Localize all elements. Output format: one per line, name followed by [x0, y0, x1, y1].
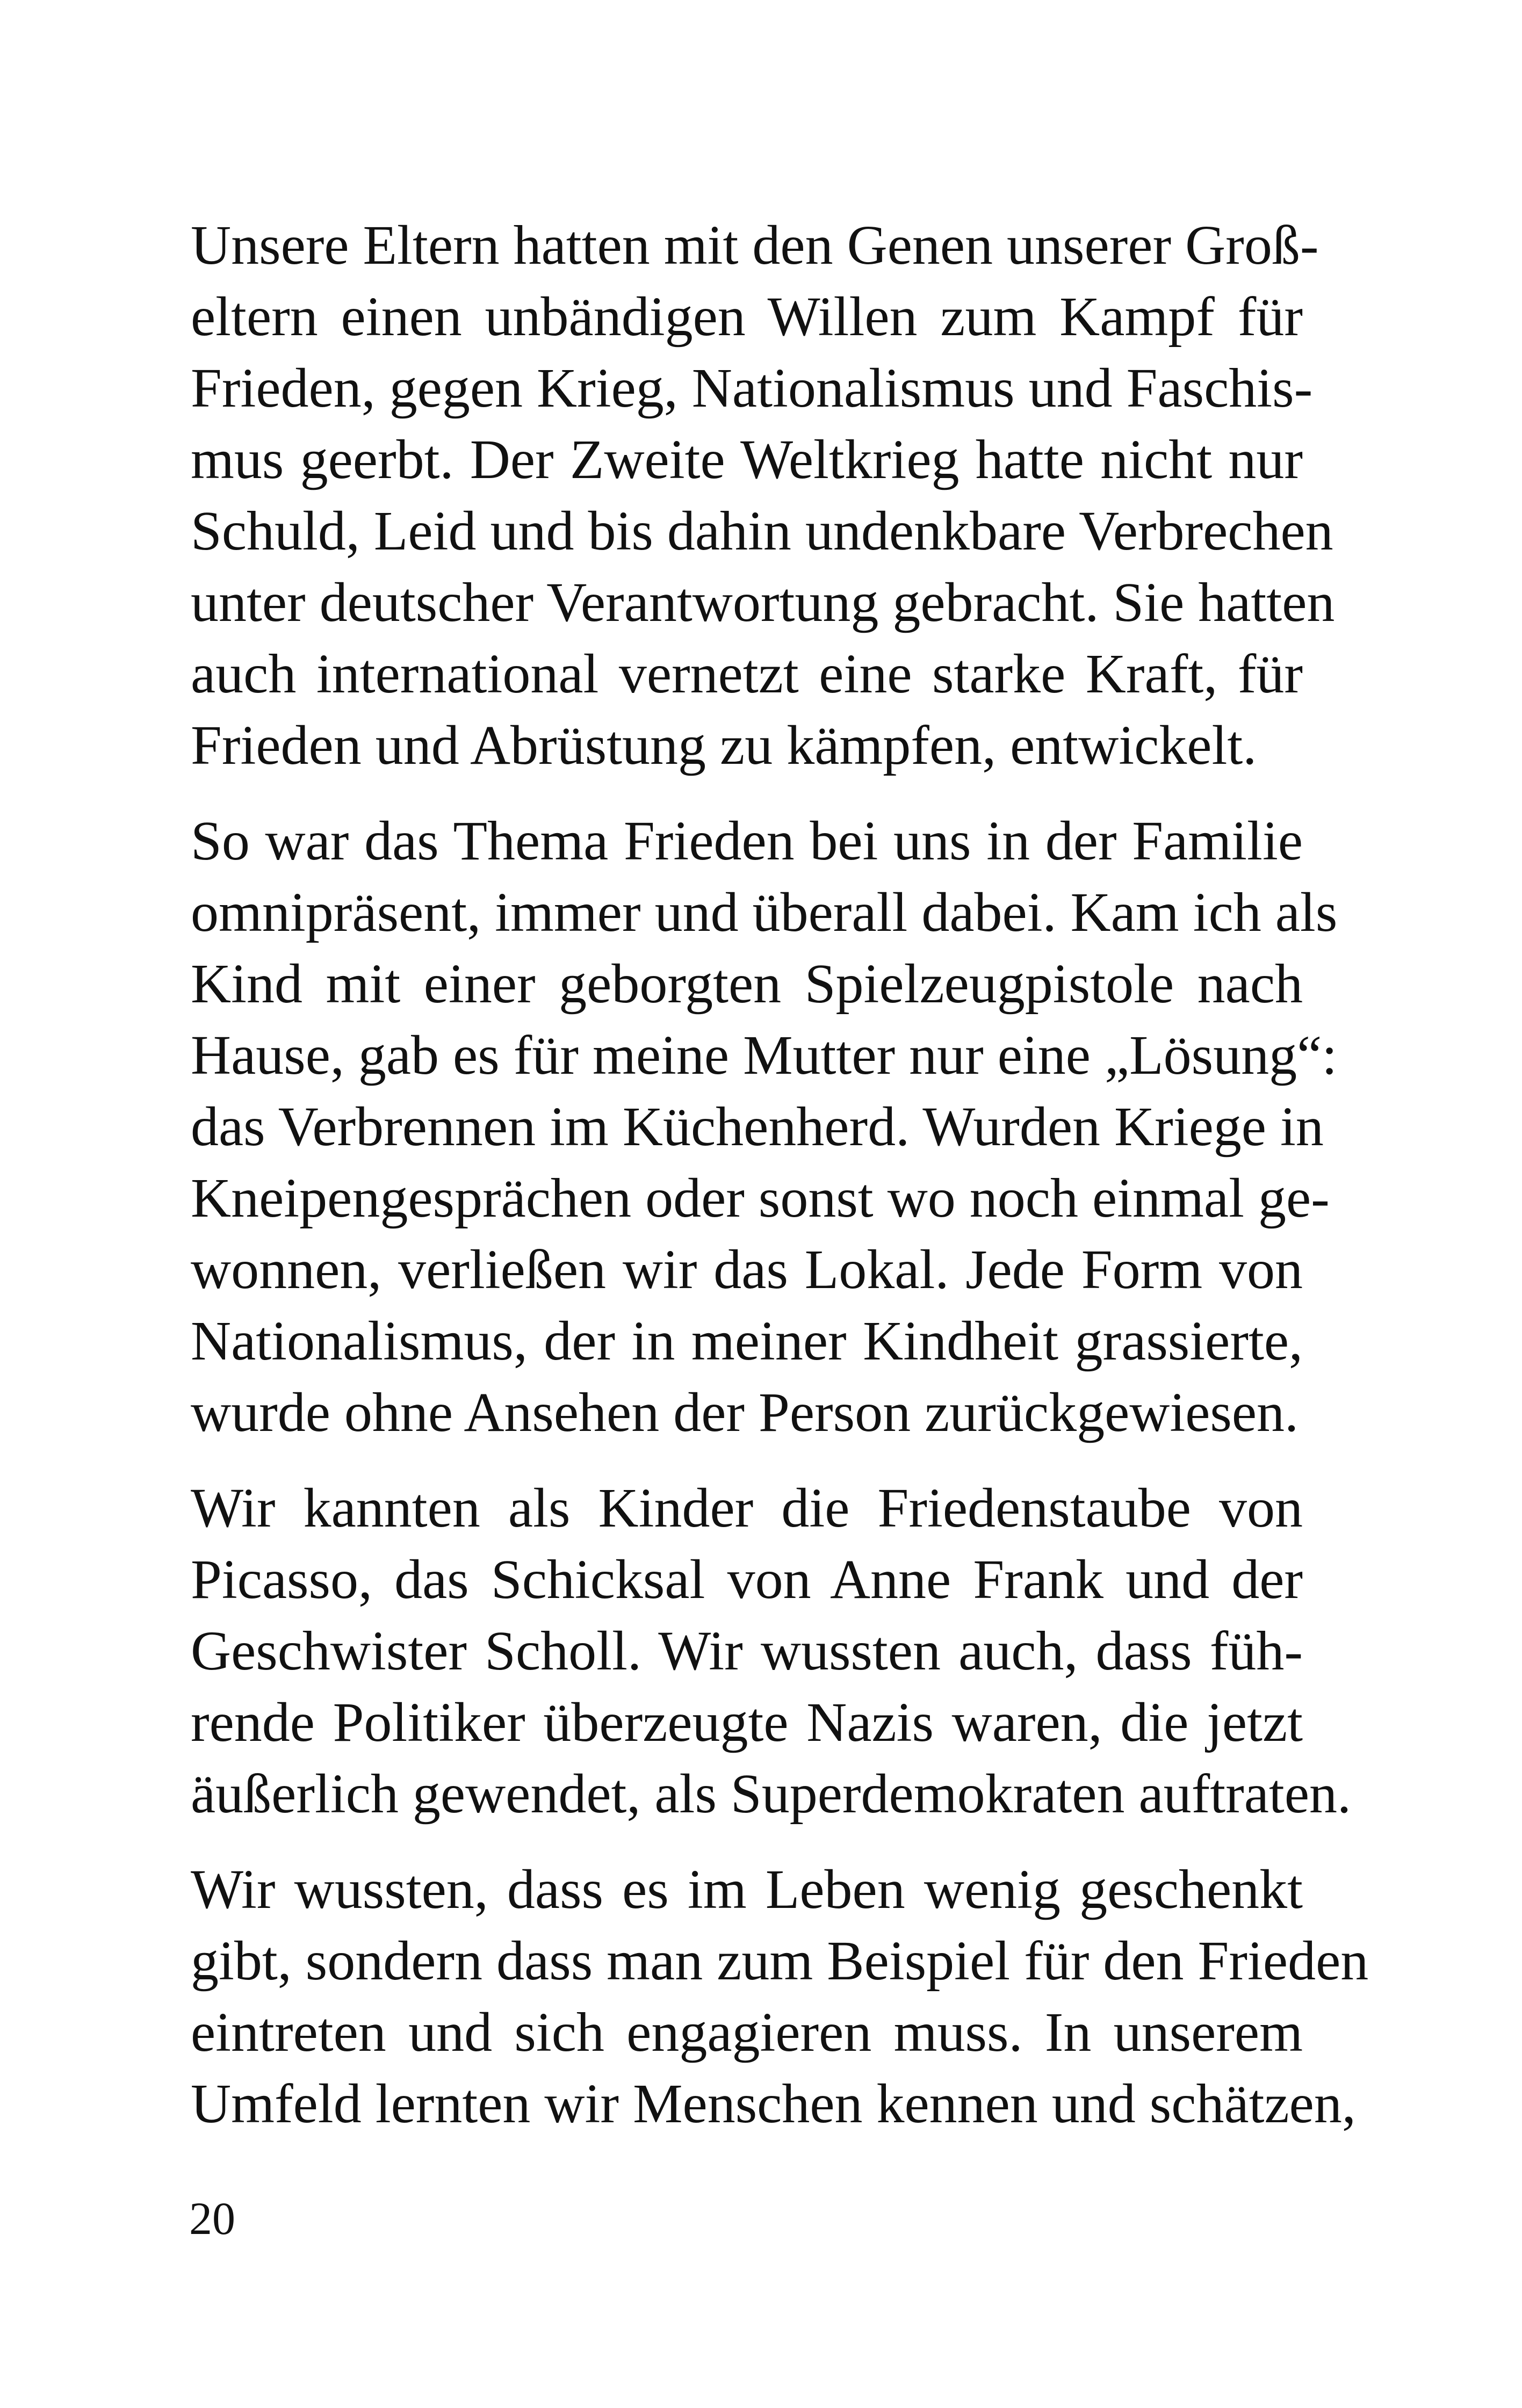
text-line: unter deutscher Verantwortung gebracht. Sie hatten: [191, 572, 1335, 633]
text-line: eltern einen unbändigen Willen zum Kampf für: [191, 286, 1303, 348]
paragraph-2: [191, 805, 1338, 1448]
text-line: mus geerbt. Der Zweite Weltkrieg hatte nicht nur: [191, 429, 1303, 490]
page-number: 20: [189, 2193, 235, 2244]
text-line: Kneipengesprächen oder sonst wo noch einmal ge-: [191, 1167, 1330, 1229]
text-line: auch international vernetzt eine starke Kraft, für: [191, 643, 1303, 705]
text-line: eintreten und sich engagieren muss. In unserem: [191, 2001, 1303, 2063]
text-line: das Verbrennen im Küchenherd. Wurden Kriege in: [191, 1096, 1324, 1158]
text-line: Schuld, Leid und bis dahin undenkbare Verbrechen: [191, 500, 1333, 562]
text-line: Frieden, gegen Krieg, Nationalismus und Faschis-: [191, 357, 1313, 419]
text-line: rende Politiker überzeugte Nazis waren, die jetzt: [191, 1691, 1303, 1753]
paragraph-3: [191, 1472, 1351, 1829]
paragraph-4: [191, 1854, 1369, 2139]
text-line: gibt, sondern dass man zum Beispiel für den Frieden: [191, 1930, 1369, 1992]
paragraph-1: [191, 209, 1335, 781]
text-line: äußerlich gewendet, als Superdemokraten auftraten.: [191, 1763, 1351, 1825]
text-line: omnipräsent, immer und überall dabei. Kam ich als: [191, 881, 1338, 943]
text-line: Wir wussten, dass es im Leben wenig geschenkt: [191, 1859, 1303, 1920]
text-line: Frieden und Abrüstung zu kämpfen, entwickelt.: [191, 714, 1257, 776]
text-line: Nationalismus, der in meiner Kindheit grassierte,: [191, 1310, 1303, 1372]
text-line: Geschwister Scholl. Wir wussten auch, dass füh-: [191, 1620, 1303, 1682]
text-line: Kind mit einer geborgten Spielzeugpistole nach: [191, 953, 1303, 1015]
body-text: [191, 209, 1369, 2164]
text-line: Umfeld lernten wir Menschen kennen und schätzen,: [191, 2073, 1356, 2135]
text-line: Hause, gab es für meine Mutter nur eine „Lösung“:: [191, 1024, 1338, 1086]
text-line: wurde ohne Ansehen der Person zurückgewiesen.: [191, 1382, 1299, 1443]
text-line: Unsere Eltern hatten mit den Genen unserer Groß-: [191, 214, 1319, 276]
text-line: So war das Thema Frieden bei uns in der Familie: [191, 810, 1303, 872]
text-line: wonnen, verließen wir das Lokal. Jede Form von: [191, 1239, 1303, 1300]
text-line: Wir kannten als Kinder die Friedenstaube von: [191, 1477, 1303, 1539]
text-line: Picasso, das Schicksal von Anne Frank und der: [191, 1549, 1303, 1610]
